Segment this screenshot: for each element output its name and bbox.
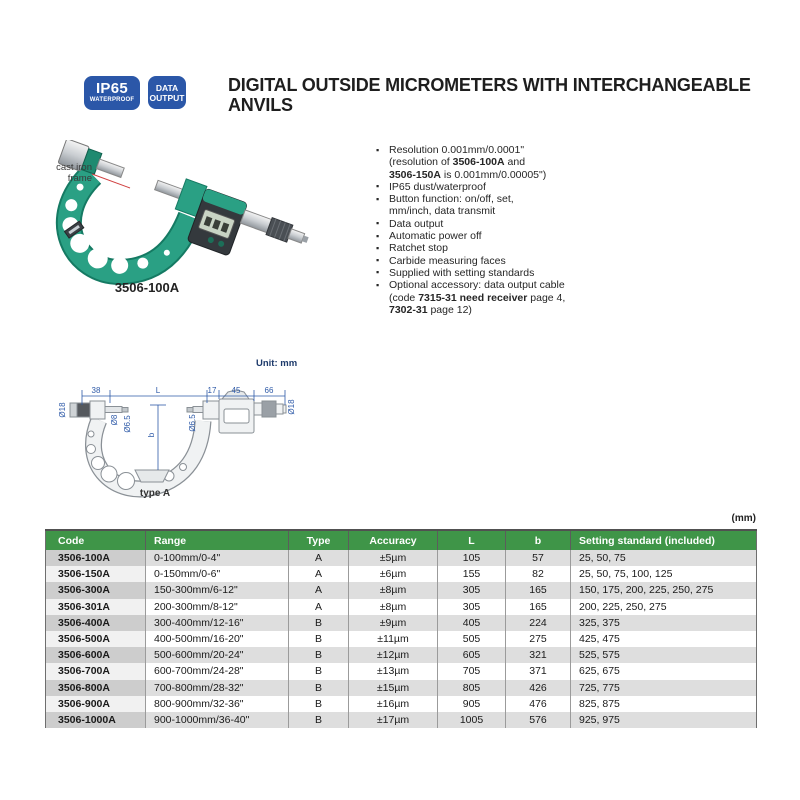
table-cell: A [289,550,349,566]
table-cell: 82 [506,566,571,582]
table-cell: 3506-1000A [46,712,146,728]
table-cell: 3506-150A [46,566,146,582]
drawing-type-caption: type A [139,488,171,499]
table-cell: 3506-400A [46,615,146,631]
table-cell: 224 [506,615,571,631]
table-cell: B [289,663,349,679]
feature-item: ▪ Ratchet stop [376,242,448,255]
table-row [46,550,757,566]
table-cell: B [289,615,349,631]
table-cell: 3506-500A [46,631,146,647]
table-cell: 500-600mm/20-24" [146,647,289,663]
table-row [46,566,757,582]
table-cell: 325, 375 [571,615,757,631]
feature-item: ▪ Button function: on/off, set, mm/inch, data transmit [376,193,514,218]
table-cell: 25, 50, 75 [571,550,757,566]
table-cell: 725, 775 [571,680,757,696]
badge-text: IP65 [95,80,129,97]
cast-iron-frame-callout: cast iron frame [56,162,92,184]
feature-item: ▪ Resolution 0.001mm/0.0001" (resolution of 3506-100A and 3506-150A is 0.001mm/0.00005") [376,144,547,181]
svg-text:Ø18: Ø18 [287,399,296,415]
bullet-icon: ▪ [376,193,380,204]
table-cell: ±15µm [349,680,438,696]
table-cell: 905 [438,696,506,712]
table-cell: 200, 225, 250, 275 [571,599,757,615]
svg-text:66: 66 [264,386,274,395]
feature-item: ▪ Optional accessory: data output cable (code 7315-31 need receiver page 4, 7302-31 page 12) [376,279,566,316]
table-cell: 57 [506,550,571,566]
table-unit-note: (mm) [731,513,756,524]
table-row [46,712,757,728]
table-cell: 426 [506,680,571,696]
table-cell: 476 [506,696,571,712]
table-cell: 800-900mm/32-36" [146,696,289,712]
table-cell: 305 [438,582,506,598]
bullet-icon: ▪ [376,242,380,253]
spec-table [45,529,757,728]
column-header: Type [289,530,349,550]
table-cell: ±9µm [349,615,438,631]
table-cell: 200-300mm/8-12" [146,599,289,615]
table-cell: 0-100mm/0-4" [146,550,289,566]
table-cell: 1005 [438,712,506,728]
table-cell: 105 [438,550,506,566]
table-cell: 321 [506,647,571,663]
table-cell: 576 [506,712,571,728]
ip65-waterproof-badge [84,76,140,110]
spec-table-body [46,550,757,728]
table-row [46,599,757,615]
bullet-icon: ▪ [376,181,380,192]
table-cell: 3506-900A [46,696,146,712]
table-cell: 25, 50, 75, 100, 125 [571,566,757,582]
svg-text:Ø6.5: Ø6.5 [188,414,197,432]
column-header: b [506,530,571,550]
table-cell: 925, 975 [571,712,757,728]
table-row [46,680,757,696]
bullet-icon: ▪ [376,144,380,155]
svg-text:Ø6.5: Ø6.5 [123,415,132,433]
table-cell: 3506-600A [46,647,146,663]
table-cell: 400-500mm/16-20" [146,631,289,647]
table-cell: ±17µm [349,712,438,728]
feature-item: ▪ Data output [376,217,444,230]
table-cell: ±16µm [349,696,438,712]
table-cell: 825, 875 [571,696,757,712]
table-cell: 3506-300A [46,582,146,598]
badge-text: OUTPUT [149,92,185,103]
spindle [155,180,183,198]
svg-text:38: 38 [91,386,101,395]
table-cell: A [289,566,349,582]
table-cell: 150-300mm/6-12" [146,582,289,598]
unit-label: Unit: mm [256,358,298,369]
column-header: Code [46,530,146,550]
bullet-icon: ▪ [376,218,380,229]
feature-item: ▪ IP65 dust/waterproof [376,180,486,193]
table-cell: ±8µm [349,582,438,598]
table-cell: ±11µm [349,631,438,647]
table-cell: 3506-800A [46,680,146,696]
svg-text:L: L [155,386,161,395]
table-row [46,582,757,598]
svg-text:b: b [147,432,156,438]
drawing-outline [70,390,286,490]
table-cell: 900-1000mm/36-40" [146,712,289,728]
table-cell: B [289,647,349,663]
table-cell: 625, 675 [571,663,757,679]
table-row [46,647,757,663]
bullet-icon: ▪ [376,230,380,241]
table-cell: 3506-100A [46,550,146,566]
table-cell: ±12µm [349,647,438,663]
table-cell: ±6µm [349,566,438,582]
table-cell: 405 [438,615,506,631]
table-cell: 165 [506,582,571,598]
table-row [46,631,757,647]
table-cell: 805 [438,680,506,696]
bullet-icon: ▪ [376,267,380,278]
table-cell: B [289,712,349,728]
table-cell: 425, 475 [571,631,757,647]
badge-text: WATERPROOF [89,97,135,103]
feature-item: ▪ Automatic power off [376,230,482,243]
table-cell: 600-700mm/24-28" [146,663,289,679]
table-cell: 3506-301A [46,599,146,615]
svg-text:Ø8: Ø8 [110,414,119,426]
page-title: DIGITAL OUTSIDE MICROMETERS WITH INTERCHANGEABLE ANVILS [228,75,751,115]
table-row [46,615,757,631]
data-output-badge [148,76,186,109]
table-row [46,696,757,712]
table-cell: 525, 575 [571,647,757,663]
feature-item: ▪ Carbide measuring faces [376,254,506,267]
table-cell: ±8µm [349,599,438,615]
table-cell: ±5µm [349,550,438,566]
table-cell: 165 [506,599,571,615]
table-cell: 505 [438,631,506,647]
bullet-icon: ▪ [376,255,380,266]
table-cell: A [289,599,349,615]
table-cell: 605 [438,647,506,663]
spec-table-head-row [46,530,757,550]
table-cell: 705 [438,663,506,679]
table-cell: 155 [438,566,506,582]
svg-text:17: 17 [207,386,217,395]
table-cell: 371 [506,663,571,679]
features-list [376,144,626,316]
svg-text:45: 45 [231,386,241,395]
table-cell: 305 [438,599,506,615]
table-cell: B [289,631,349,647]
badge-text: DATA [155,82,179,93]
table-cell: B [289,696,349,712]
product-code-caption: 3506-100A [114,280,180,295]
column-header: L [438,530,506,550]
column-header: Range [146,530,289,550]
table-cell: ±13µm [349,663,438,679]
table-row [46,663,757,679]
column-header: Accuracy [349,530,438,550]
dimension-drawing [55,375,335,500]
table-cell: 3506-700A [46,663,146,679]
table-cell: 0-150mm/0-6" [146,566,289,582]
table-cell: 150, 175, 200, 225, 250, 275 [571,582,757,598]
bullet-icon: ▪ [376,279,380,290]
table-cell: A [289,582,349,598]
table-cell: B [289,680,349,696]
table-cell: 300-400mm/12-16" [146,615,289,631]
column-header: Setting standard (included) [571,530,757,550]
table-cell: 700-800mm/28-32" [146,680,289,696]
thimble [240,208,311,249]
table-cell: 275 [506,631,571,647]
feature-item: ▪ Supplied with setting standards [376,266,535,279]
svg-text:Ø18: Ø18 [58,402,67,418]
